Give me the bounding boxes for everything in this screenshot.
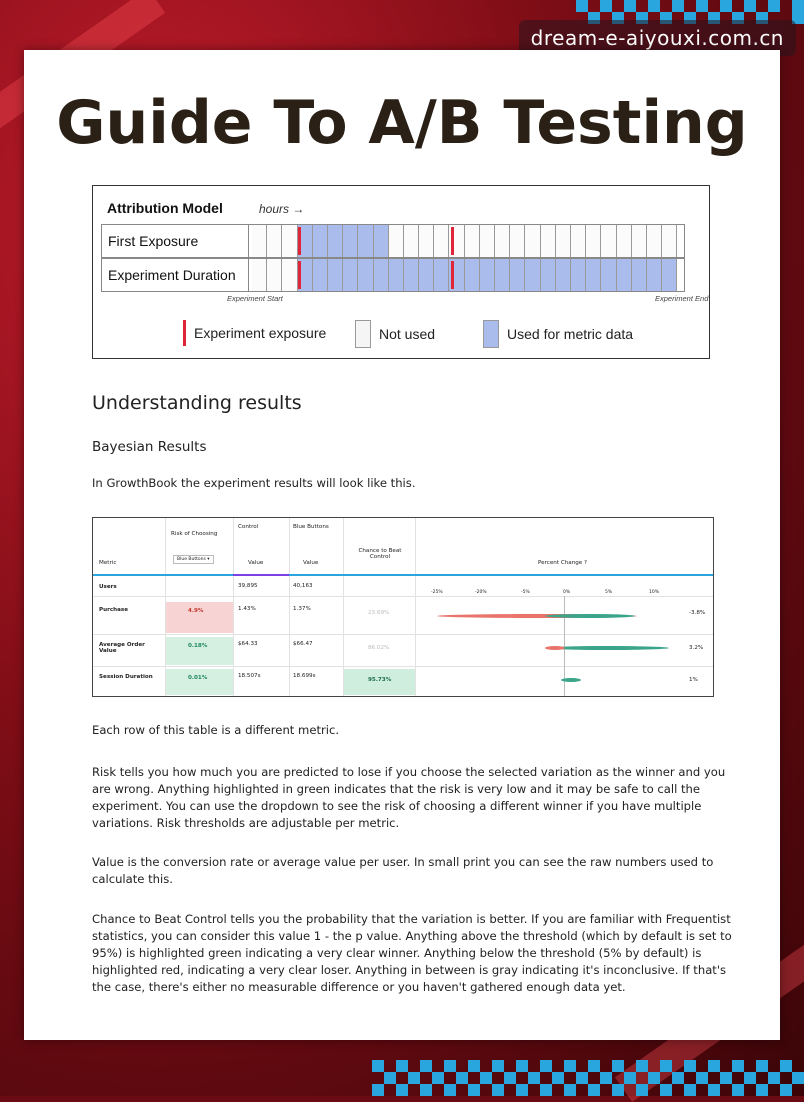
hour-cell <box>525 225 540 257</box>
hour-cell <box>601 225 616 257</box>
row-divider <box>93 596 713 597</box>
hour-cell <box>632 259 647 291</box>
metric-name: Average Order Value <box>99 642 145 654</box>
hour-cell <box>662 259 677 291</box>
paragraph-chance-to-beat: Chance to Beat Control tells you the probability that the variation is better. If you are familiar with Frequentist statistics, you can consider this value 1 - the p value. Anything above the threshold (which by default is set to 95%) is highlighted green indicating a very clear winner. Anything below the threshold (5% by default) is highlighted red, indicating a very clear loser. Anything in between is gray indicating it's inconclusive. If that's the case, there's either no measurable difference or you haven't gathered enough data yet. <box>92 912 732 994</box>
metric-name: Purchase <box>99 607 129 613</box>
hour-cell <box>404 225 419 257</box>
hour-cell <box>495 225 510 257</box>
hour-cell <box>419 225 434 257</box>
hour-cell <box>389 225 404 257</box>
row-label: First Exposure <box>108 225 249 257</box>
hour-cell <box>480 259 495 291</box>
column-divider <box>233 518 234 696</box>
hour-cell <box>525 259 540 291</box>
exposure-marker <box>451 261 454 289</box>
heading-understanding-results: Understanding results <box>92 392 302 414</box>
legend-not-used <box>355 320 435 348</box>
header-control-value: Value <box>248 560 264 566</box>
hour-cell <box>328 225 343 257</box>
risk-cell <box>166 602 233 633</box>
hour-cell <box>586 259 601 291</box>
metric-name: Users <box>99 584 117 590</box>
hour-cell <box>374 259 389 291</box>
paragraph-risk: Risk tells you how much you are predicted to lose if you choose the selected variation as the winner and you are wrong. Anything highlighted in green indicates that the risk is very low and it may be safe to call the experiment. You can use the dropdown to see the risk of choosing a different winner if you have multiple variations. Risk thresholds are adjustable per metric. <box>92 765 726 830</box>
hour-cell <box>510 259 525 291</box>
hour-cell <box>601 259 616 291</box>
legend-label: Experiment exposure <box>194 325 327 341</box>
blue-box-icon <box>483 320 499 348</box>
hour-cell <box>480 225 495 257</box>
hour-cell <box>556 225 571 257</box>
axis-tick-label: 0% <box>563 590 571 595</box>
axis-tick-label: -25% <box>431 590 443 595</box>
hour-cell <box>465 259 480 291</box>
axis-tick-label: 5% <box>605 590 613 595</box>
document-page <box>24 50 780 1040</box>
column-divider <box>415 518 416 696</box>
hour-cell <box>434 259 449 291</box>
exposure-marker <box>298 227 301 255</box>
header-risk: Risk of Choosing <box>171 531 218 537</box>
axis-tick-label: -5% <box>521 590 530 595</box>
header-percent-change: Percent Change ? <box>538 560 587 566</box>
variant-value: 1.37% <box>293 606 311 612</box>
percent-change-value: 3.2% <box>689 645 704 651</box>
hour-cell <box>282 225 297 257</box>
hour-cell <box>571 259 586 291</box>
gray-box-icon <box>355 320 371 348</box>
hour-cell <box>343 259 358 291</box>
legend-label: Not used <box>379 326 436 342</box>
header-variant-value: Value <box>303 560 319 566</box>
paragraph-value: Value is the conversion rate or average value per user. In small print you can see the raw numbers used to calculate this. <box>92 855 714 886</box>
control-value: 18.507s <box>238 673 261 679</box>
hour-cell <box>252 259 267 291</box>
aov-change-bar-negative <box>545 646 565 650</box>
hour-cell <box>541 225 556 257</box>
legend-used <box>483 320 633 348</box>
hours-label: hours → <box>259 202 305 216</box>
header-chance: Chance to Beat Control <box>358 548 402 560</box>
hour-cell <box>510 225 525 257</box>
hour-cell <box>328 259 343 291</box>
control-underline <box>233 574 289 576</box>
header-control: Control <box>238 524 259 530</box>
risk-value: 4.9% <box>188 608 204 614</box>
legend-label: Used for metric data <box>507 326 634 342</box>
variant-value: 18.699s <box>293 673 316 679</box>
attribution-title: Attribution Model <box>107 200 223 216</box>
hour-cell <box>495 259 510 291</box>
metric-name: Session Duration <box>99 674 153 680</box>
hour-cell <box>313 225 328 257</box>
hour-cell <box>647 225 662 257</box>
hour-cell <box>358 225 373 257</box>
risk-cell <box>166 637 233 665</box>
header-underline <box>93 574 713 576</box>
attribution-model-diagram <box>92 185 710 359</box>
purchase-change-bar-positive <box>545 614 635 618</box>
risk-dropdown[interactable]: Blue Buttons ▾ <box>173 555 214 564</box>
heading-bayesian-results: Bayesian Results <box>92 439 207 455</box>
hour-cell <box>267 259 282 291</box>
hour-cell <box>252 225 267 257</box>
hour-cell <box>374 225 389 257</box>
hour-cell <box>647 259 662 291</box>
row-divider <box>93 666 713 667</box>
chance-value: 95.73% <box>368 677 392 683</box>
watermark: dream-e-aiyouxi.com.cn <box>519 20 796 56</box>
variant-value: $66.47 <box>293 641 313 647</box>
row-label: Experiment Duration <box>108 259 249 291</box>
hour-grid <box>252 225 677 257</box>
legend-exposure <box>183 320 326 346</box>
checker-pattern <box>372 1060 804 1096</box>
hour-cell <box>282 259 297 291</box>
hour-grid <box>252 259 677 291</box>
header-metric: Metric <box>99 560 117 566</box>
risk-value: 0.01% <box>188 675 208 681</box>
hour-cell <box>541 259 556 291</box>
hour-cell <box>586 225 601 257</box>
row-divider <box>93 634 713 635</box>
exposure-marker <box>451 227 454 255</box>
page-title: Guide To A/B Testing <box>56 88 748 158</box>
results-table <box>92 517 714 697</box>
hour-cell <box>313 259 328 291</box>
hour-cell <box>617 225 632 257</box>
axis-tick-label: -20% <box>475 590 487 595</box>
column-divider <box>289 518 290 696</box>
hour-cell <box>434 225 449 257</box>
chance-value: 86.02% <box>368 645 390 651</box>
paragraph-metric-rows: Each row of this table is a different metric. <box>92 723 340 737</box>
hour-cell <box>404 259 419 291</box>
session-change-bar <box>561 678 581 682</box>
hour-cell <box>419 259 434 291</box>
hour-cell <box>556 259 571 291</box>
hour-cell <box>389 259 404 291</box>
percent-change-value: -3.8% <box>689 610 706 616</box>
axis-tick-label: 10% <box>649 590 660 595</box>
chance-value: 23.69% <box>368 610 390 616</box>
experiment-start-label: Experiment Start <box>227 294 283 303</box>
hour-cell <box>465 225 480 257</box>
exposure-marker <box>298 261 301 289</box>
intro-text: In GrowthBook the experiment results will look like this. <box>92 476 416 490</box>
hour-cell <box>343 225 358 257</box>
red-line-icon <box>183 320 186 346</box>
header-variant: Blue Buttons <box>293 524 329 530</box>
risk-value: 0.18% <box>188 643 208 649</box>
percent-change-value: 1% <box>689 677 698 683</box>
control-value: $64.33 <box>238 641 258 647</box>
experiment-end-label: Experiment End <box>655 294 709 303</box>
hour-cell <box>358 259 373 291</box>
risk-cell <box>166 669 233 695</box>
hour-cell <box>632 225 647 257</box>
hour-cell <box>267 225 282 257</box>
row-experiment-duration <box>101 258 685 292</box>
control-value: 1.43% <box>238 606 256 612</box>
hour-cell <box>617 259 632 291</box>
control-value: 39,895 <box>238 583 258 589</box>
hour-cell <box>662 225 677 257</box>
row-first-exposure <box>101 224 685 258</box>
hour-cell <box>571 225 586 257</box>
variant-value: 40,163 <box>293 583 313 589</box>
